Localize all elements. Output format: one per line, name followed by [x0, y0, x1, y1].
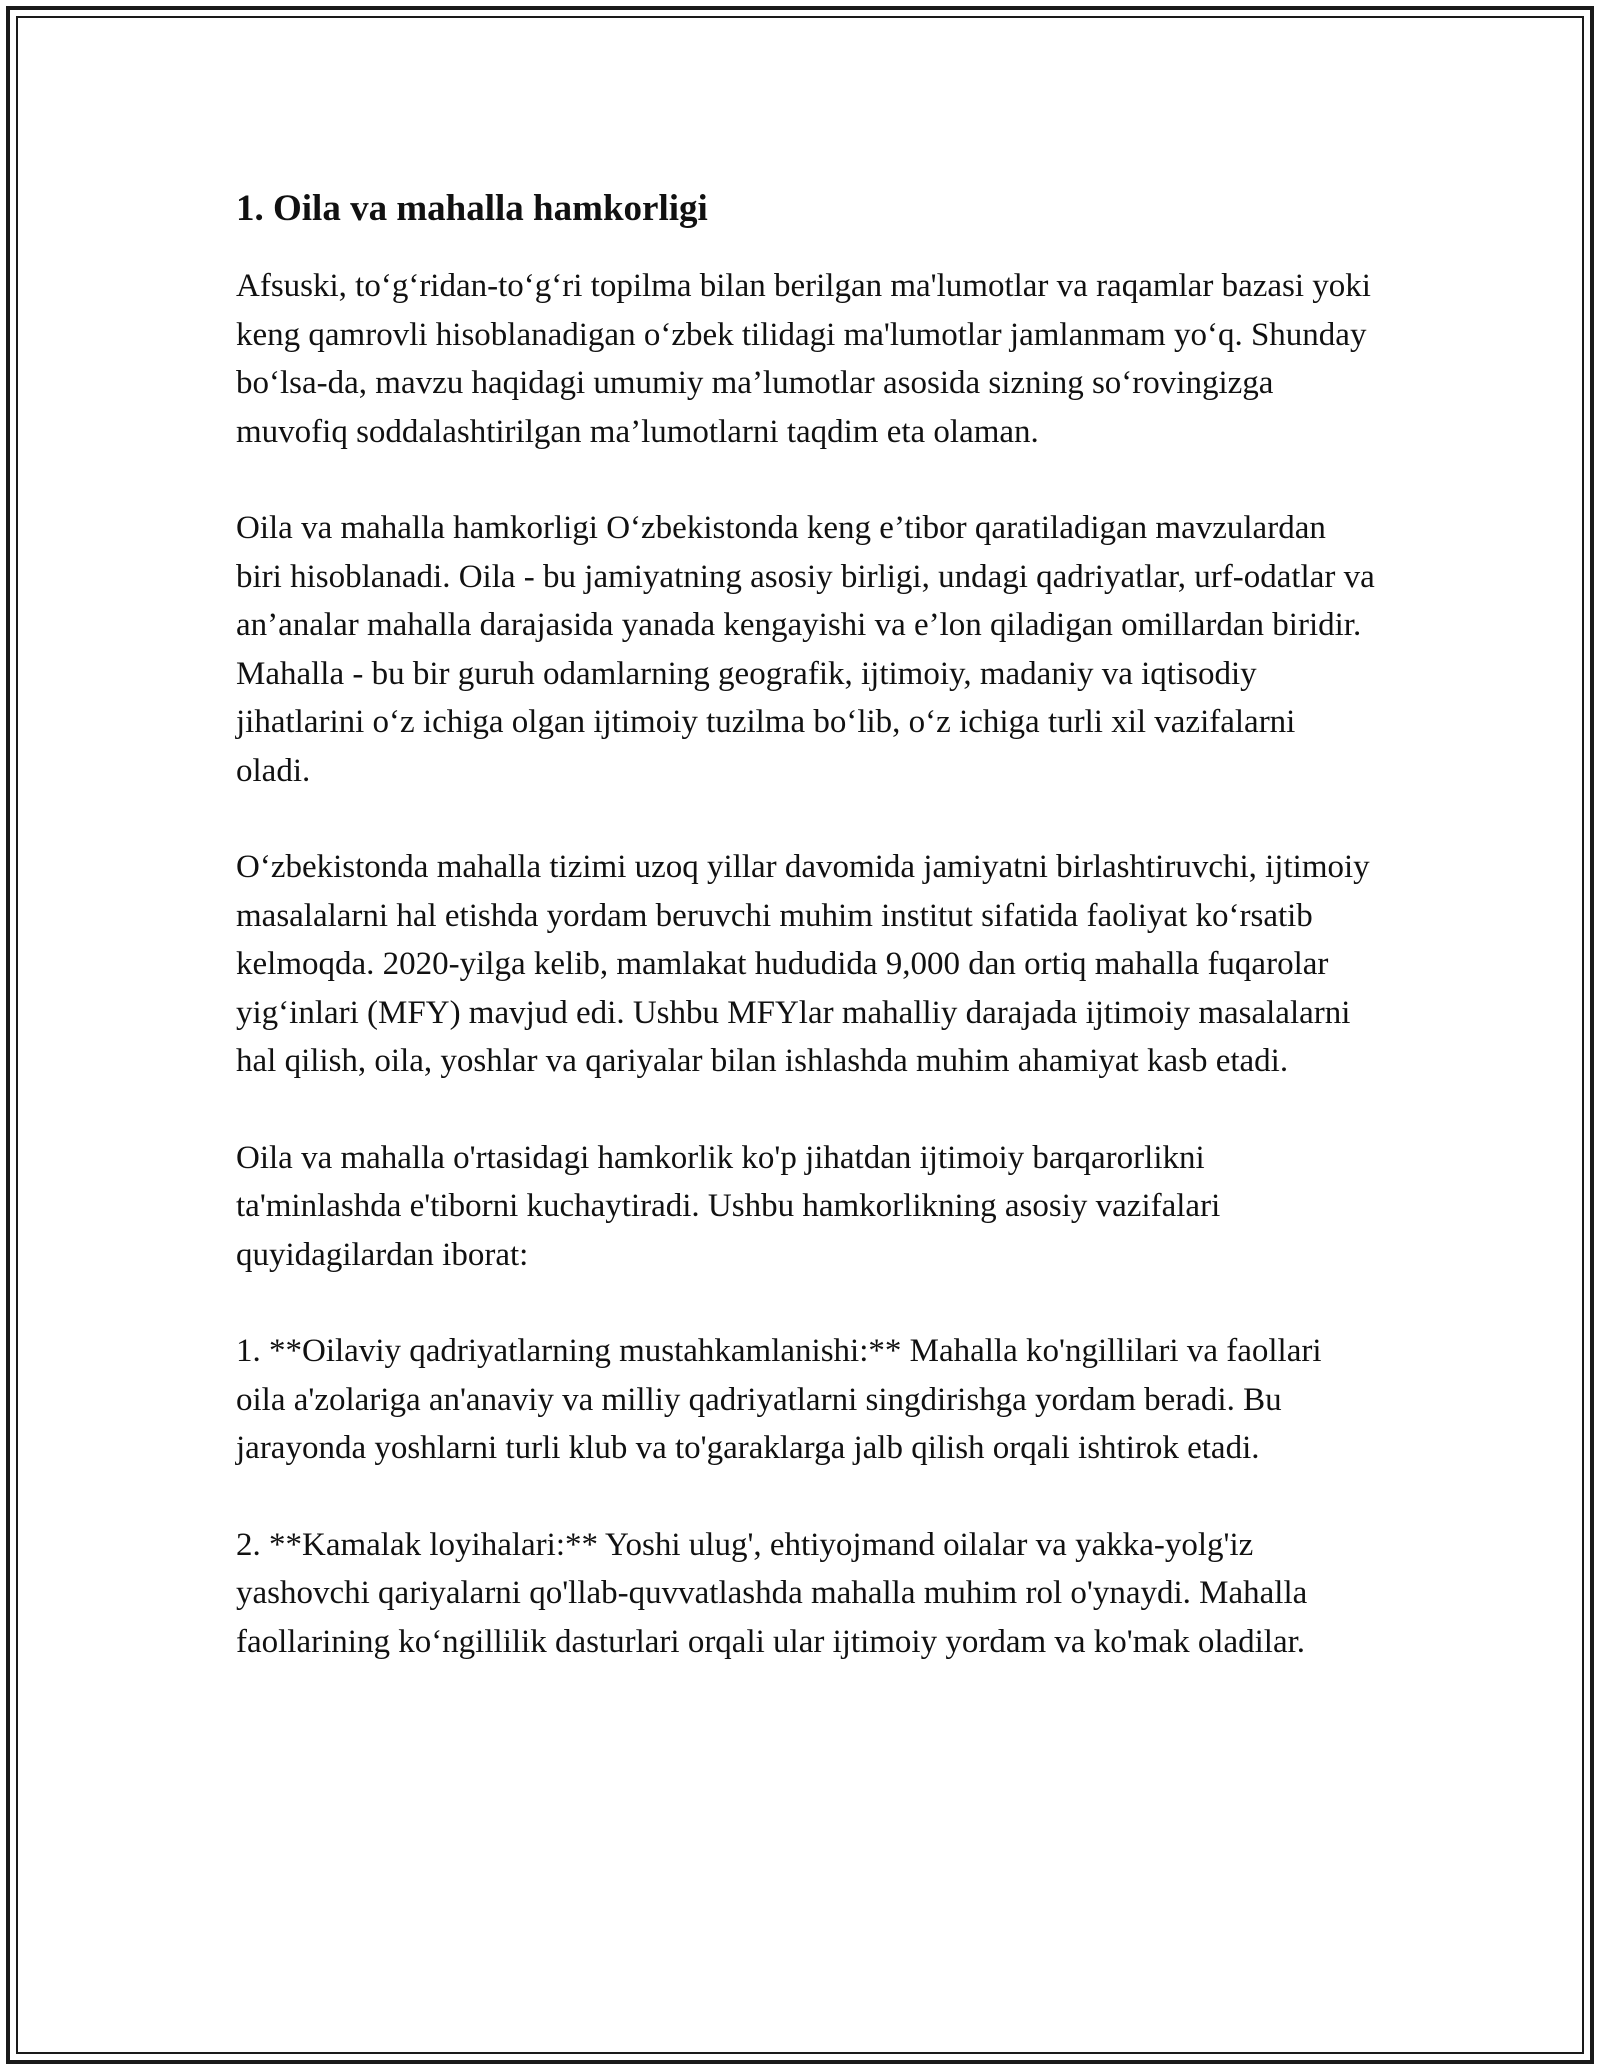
document-body — [236, 186, 1376, 1714]
paragraph-cooperation-tasks: Oila va mahalla o'rtasidagi hamkorlik ko'p jihatdan ijtimoiy barqarorlikni ta'minlashda e'tiborni kuchaytiradi. Ushbu hamkorlikning asosiy vazifalari quyidagilardan iborat: — [236, 1139, 1221, 1273]
list-item-family-values: 1. **Oilaviy qadriyatlarning mustahkamlanishi:** Mahalla ko'ngillilari va faollari oila a'zolariga an'anaviy va milliy qadriyatlarni singdirishga yordam beradi. Bu jarayonda yoshlarni turli klub va to'garaklarga jalb qilish orqali ishtirok etadi. — [236, 1333, 1322, 1466]
paragraph-mahalla-system: O‘zbekistonda mahalla tizimi uzoq yillar davomida jamiyatni birlashtiruvchi, ijtimoiy masalalarni hal etishda yordam beruvchi muhim institut sifatida faoliyat ko‘rsatib kelmoqda. 2020-yilga kelib, mamlakat hududida 9,000 dan ortiq mahalla fuqarolar yig‘inlari (MFY) mavjud edi. Ushbu MFYlar mahalliy darajada ijtimoiy masalalarni hal qilish, oila, yoshlar va qariyalar bilan ishlashda muhim ahamiyat kasb etadi. — [236, 849, 1370, 1079]
list-item-kamalak-projects: 2. **Kamalak loyihalari:** Yoshi ulug', ehtiyojmand oilalar va yakka-yolg'iz yashovchi qariyalarni qo'llab-quvvatlashda mahalla muhim rol o'ynaydi. Mahalla faollarining ko‘ngillilik dasturlari orqali ular ijtimoiy yordam va ko'mak oladilar. — [236, 1526, 1308, 1660]
document-title: 1. Oila va mahalla hamkorligi — [236, 188, 708, 229]
paragraph-family-mahalla: Oila va mahalla hamkorligi O‘zbekistonda keng e’tibor qaratiladigan mavzulardan biri hisoblanadi. Oila - bu jamiyatning asosiy birligi, undagi qadriyatlar, urf-odatlar va an’analar mahalla darajasida yanada kengayishi va e’lon qiladigan omillardan biridir. Mahalla - bu bir guruh odamlarning geografik, ijtimoiy, madaniy va iqtisodiy jihatlarini o‘z ichiga olgan ijtimoiy tuzilma bo‘lib, o‘z ichiga turli xil vazifalarni oladi. — [236, 510, 1375, 789]
paragraph-intro: Afsuski, to‘g‘ridan-to‘g‘ri topilma bilan berilgan ma'lumotlar va raqamlar bazasi yoki keng qamrovli hisoblanadigan o‘zbek tilidagi ma'lumotlar jamlanmam yo‘q. Shunday bo‘lsa-da, mavzu haqidagi umumiy ma’lumotlar asosida sizning so‘rovingizga muvofiq soddalashtirilgan ma’lumotlarni taqdim eta olaman. — [236, 268, 1371, 450]
